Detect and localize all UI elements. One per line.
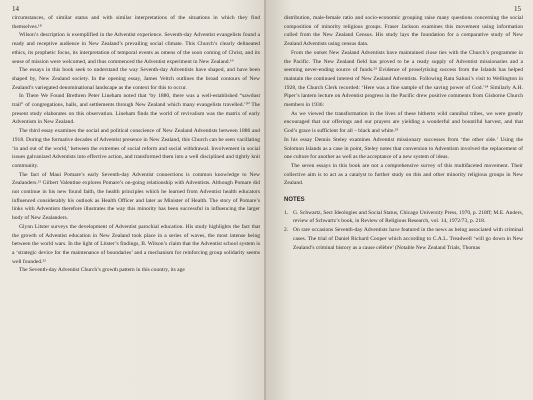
paragraph: In There We Found Brethren Peter Lineham noted that ‘by 1880, there was a well-established “sawdust trail” of congregations, halls, and settlements through New Zealand which many evangelists travelled.’²⁰ The present study elaborates on this observation. Lineham finds the world of revivalism was the matrix of early Adventism in New Zealand. bbox=[12, 93, 260, 126]
paragraph: The essays in this book seek to understand the way Seventh-day Adventists have shaped, and have been shaped by, New Zealand society. In the opening essay, James Veitch outlines the broad contours of New Zealand’s variegated denominational landscape as the context for this to occur. bbox=[12, 67, 260, 91]
paragraph: distribution, male-female ratio and socio-economic grouping raise many questions concerning the social composition of minority religious groups. Fraser Jackson examines this movement using information culled from the New Zealand Census. His study lays the foundation for a comparative study of New Zealand Adventists using census data. bbox=[284, 15, 523, 48]
footnote-number: 2. bbox=[284, 227, 289, 234]
page-number-left: 14 bbox=[12, 5, 19, 13]
notes-heading: NOTES bbox=[284, 197, 305, 204]
footnote-text: G. Schwartz, Sect Ideologies and Social Status, Chicago University Press, 1970, p. 218ff; M.E. Anders, review of Schwartz’s book, in Review of Religious Research, vol. 14, 1972/73, p. 218. bbox=[293, 209, 523, 225]
footnote bbox=[284, 226, 523, 252]
page-number-right: 15 bbox=[514, 5, 521, 13]
footnote bbox=[284, 209, 523, 226]
paragraph: Wilson’s description is exemplified in the Adventist experience. Seventh-day Adventist evangelists found a ready and receptive audience in New Zealand’s prevailing social climate. This Church’s clearly delineated ethics, its prophetic focus, its interpretation of temporal events as omens of the soon coming of Christ, and its sense of mission were welcomed, and thus commenced the Adventist experiment in New Zealand.¹⁹ bbox=[12, 32, 260, 65]
paragraph: The Seventh-day Adventist Church’s growth pattern in this country, its age bbox=[19, 267, 185, 274]
paragraph: The fact of Maui Pomare’s early Seventh-day Adventist connections is common knowledge to New Zealanders.²¹ Gilbert Valentine explores Pomare’s on-going relationship with Adventists. Although Pomare did not continue in his new found faith, the health principles which he learned from Adventist health educators influenced considerably his outlook as Health Officer and later as Minister of Health. The story of Pomare’s links with Adventists therefore illustrates the way this minority has been successful in influencing the larger body of New Zealanders. bbox=[12, 171, 260, 222]
footnote-number: 1. bbox=[284, 209, 289, 216]
paragraph: From the outset New Zealand Adventists have maintained close ties with the Church’s programme in the Pacific. The New Zealand field has proved to be a ready supply of Adventist missionaries and a seeming never-ending source of funds.²³ Evidence of proselytising success from the Islands has helped maintain the continued interest of New Zealand Adventists. Following Ratu Saluui’s visit to Wellington in 1928, the Church Clerk recorded: ‘Here was a fine sample of the saving power of God.’²⁴ Similarly A.H. Piper’s lantern lecture on Adventist progress in the Pacific drew positive comments from Gisborne Church members in 1936: bbox=[284, 49, 523, 109]
paragraph: In his essay Dennis Steley examines Adventist missionary successes from ‘the other side.’ Using the Solomon Islands as a case in point, Steley notes that conversion to Adventism involved the replacement of one culture for another as well as the acceptance of a new system of ideas. bbox=[284, 136, 523, 161]
paragraph: circumstances, of similar status and with similar interpretations of the situations in which they find themselves.¹⁸ bbox=[12, 15, 260, 30]
left-page-body bbox=[12, 14, 260, 275]
right-page-body bbox=[284, 14, 523, 252]
paragraph: The seven essays in this book are not a comprehensive survey of this multifaceted movement. Their collective aim is to act as a catalyst to further study on this and other minority religious groups in New Zealand. bbox=[284, 162, 523, 187]
footnote-text: On rare occasions Seventh-day Adventists have featured in the news as being associated with criminal cases. The trial of Daniel Richard Cooper which according to C.A.L. Treadwell ‘will go down in New Zealand’s criminal history as a cause célèbre’ (Notable New Zealand Trials, Thomas bbox=[293, 227, 523, 251]
paragraph: Glynn Litster surveys the development of Adventist parochial education. His study highlights the fact that the growth of Adventist education in New Zealand took place in a series of waves, the most intense being between the world wars. In the light of Litster’s findings, B. Wilson’s claim that the Adventist school system is a ‘strategic device for the maintenance of boundaries’ and a mechanism for reinforcing group solidarity seems well founded.²² bbox=[12, 223, 260, 265]
paragraph: The third essay examines the social and political conscience of New Zealand Adventists between 1886 and 1918. During the formative decades of Adventist presence in New Zealand, this Church can be seen vacillating ‘in and out of the world,’ between the extremes of social reform and social withdrawal. Involvement in social issues galvanized Adventists into effective action, and transformed them into a well disciplined and tightly knit community. bbox=[12, 128, 260, 169]
right-page bbox=[266, 0, 533, 400]
block-quote: As we viewed the transformation in the lives of these hitherto wild cannibal tribes, we were greatly encouraged that our offerings and our prayers are yielding a wonderful and bountiful harvest, and that God’s grace is sufficient for all – black and white.²⁵ bbox=[284, 110, 523, 135]
